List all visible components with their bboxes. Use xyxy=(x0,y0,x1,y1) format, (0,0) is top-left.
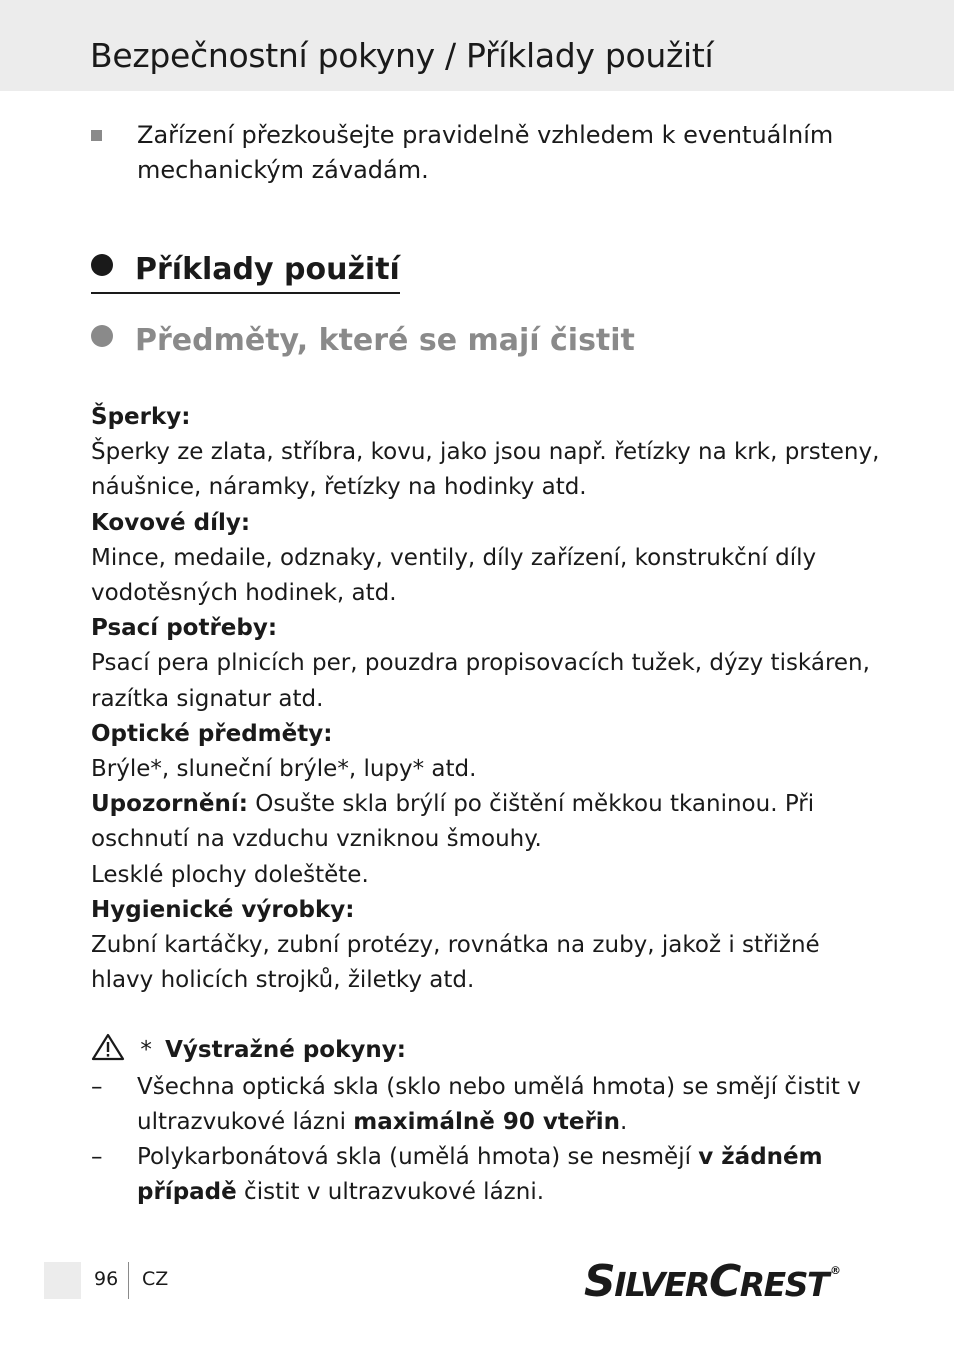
footer-box xyxy=(44,1262,81,1299)
note-paragraph xyxy=(91,787,881,857)
category-text: Mince, medaile, odznaky, ventily, díly zařízení, konstrukční díly vodotěsných hodinek, atd. xyxy=(91,544,817,607)
section-heading-items-label: Předměty, které se mají čistit xyxy=(135,323,635,358)
warning-emphasis: maximálně 90 vteřin xyxy=(353,1109,621,1135)
silvercrest-logo xyxy=(584,1256,841,1307)
logo-ilver: ILVER xyxy=(614,1265,709,1304)
warning-emphasis: v žádném případě xyxy=(137,1144,823,1205)
logo-s: S xyxy=(584,1256,615,1307)
page-title: Bezpečnostní pokyny / Příklady použití xyxy=(90,36,714,75)
warning-triangle-icon xyxy=(91,1033,125,1061)
category-text: Šperky ze zlata, stříbra, kovu, jako jsou např. řetízky na krk, prsteny, náušnice, náramky, řetízky na hodinky atd. xyxy=(91,439,880,501)
section-heading-examples xyxy=(91,252,400,287)
intro-bullet xyxy=(91,118,871,188)
categories-block xyxy=(91,400,881,998)
category-heading: Hygienické výrobky: xyxy=(91,896,355,923)
warning-heading xyxy=(91,1033,406,1068)
dash-bullet: – xyxy=(91,1144,103,1170)
warning-text: . xyxy=(620,1109,628,1135)
section-heading-examples-label: Příklady použití xyxy=(135,252,400,287)
warning-text: Všechna optická skla (sklo nebo umělá hmota) se smějí čistit v ultrazvukové lázni xyxy=(137,1074,861,1135)
page-number: 96 xyxy=(94,1268,119,1290)
category-heading: Šperky: xyxy=(91,404,191,430)
registered-mark: ® xyxy=(830,1264,841,1277)
category-heading: Optické předměty: xyxy=(91,720,333,747)
logo-rest: REST xyxy=(739,1265,828,1304)
intro-bullet-text: Zařízení přezkoušejte pravidelně vzhledem k eventuálním mechanickým závadám. xyxy=(137,121,834,184)
footer-divider xyxy=(128,1262,129,1299)
category-heading: Psací potřeby: xyxy=(91,615,278,642)
warning-asterisk: * xyxy=(140,1037,152,1063)
note-label: Upozornění: xyxy=(91,791,248,818)
note-text: Osušte skla brýlí po čištění měkkou tkaninou. Při oschnutí na vzduchu vzniknou šmouhy. xyxy=(91,791,815,853)
dash-bullet: – xyxy=(91,1074,103,1100)
warning-heading-label: Výstražné pokyny: xyxy=(165,1037,406,1063)
list-item xyxy=(91,1070,871,1140)
filled-circle-icon xyxy=(91,254,113,276)
category-text: Zubní kartáčky, zubní protézy, rovnátka na zuby, jakož i střižné hlavy holicích strojků, žiletky atd. xyxy=(91,932,820,994)
warning-list xyxy=(91,1070,871,1210)
category-text: Psací pera plnicích per, pouzdra propisovacích tužek, dýzy tiskáren, razítka signatur atd. xyxy=(91,650,870,712)
square-bullet-icon xyxy=(91,130,102,141)
grey-circle-icon xyxy=(91,325,113,347)
language-code: CZ xyxy=(142,1268,169,1290)
category-heading: Kovové díly: xyxy=(91,509,251,536)
note-text-2: Lesklé plochy doleštěte. xyxy=(91,861,369,888)
logo-c: C xyxy=(708,1256,740,1307)
section-underline xyxy=(91,292,400,294)
warning-text: Polykarbonátová skla (umělá hmota) se nesmějí xyxy=(137,1144,699,1170)
section-heading-items xyxy=(91,323,635,358)
warning-text: čistit v ultrazvukové lázni. xyxy=(236,1179,545,1205)
category-text: Brýle*, sluneční brýle*, lupy* atd. xyxy=(91,756,477,783)
list-item xyxy=(91,1140,871,1210)
